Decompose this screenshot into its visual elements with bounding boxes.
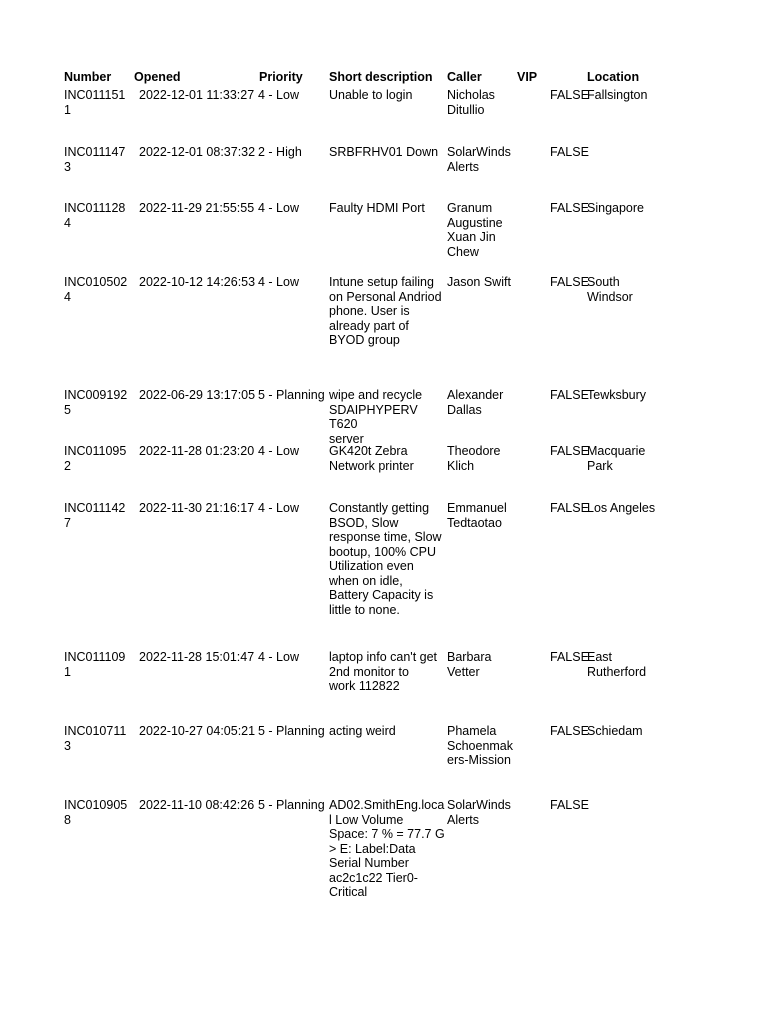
incident-number: INC010502 4 (64, 275, 128, 304)
incident-number: INC011109 1 (64, 650, 126, 679)
incident-number: INC009192 5 (64, 388, 128, 417)
location: Tewksbury (587, 388, 647, 402)
caller: SolarWinds Alerts (447, 145, 511, 174)
header-location: Location (587, 70, 640, 84)
vip-flag: FALSE (550, 145, 589, 159)
caller: Jason Swift (447, 275, 511, 289)
priority: 5 - Planning (258, 388, 325, 402)
vip-flag: FALSE (550, 388, 589, 402)
vip-flag: FALSE (550, 501, 589, 515)
incident-number: INC011128 4 (64, 201, 126, 230)
incident-number: INC010711 3 (64, 724, 127, 753)
vip-flag: FALSE (550, 444, 589, 458)
location: Macquarie Park (587, 444, 646, 473)
location: Schiedam (587, 724, 643, 738)
short-description: Intune setup failing on Personal Andriod phone. User is already part of BYOD group (329, 275, 442, 347)
location: Los Angeles (587, 501, 656, 515)
incident-number: INC011142 7 (64, 501, 126, 530)
priority: 4 - Low (258, 650, 299, 664)
caller: Alexander Dallas (447, 388, 504, 417)
caller: Barbara Vetter (447, 650, 492, 679)
header-vip: VIP (517, 70, 538, 84)
header-number: Number (64, 70, 112, 84)
vip-flag: FALSE (550, 275, 589, 289)
caller: Nicholas Ditullio (447, 88, 495, 117)
opened-date: 2022-11-10 08:42:26 (139, 798, 255, 812)
priority: 2 - High (258, 145, 302, 159)
caller: Theodore Klich (447, 444, 501, 473)
vip-flag: FALSE (550, 798, 589, 812)
vip-flag: FALSE (550, 724, 589, 738)
opened-date: 2022-11-28 01:23:20 (139, 444, 255, 458)
location: Singapore (587, 201, 644, 215)
priority: 4 - Low (258, 501, 299, 515)
location: South Windsor (587, 275, 633, 304)
opened-date: 2022-10-12 14:26:53 (139, 275, 256, 289)
header-caller: Caller (447, 70, 482, 84)
short-description: AD02.SmithEng.loca l Low Volume Space: 7 % = 77.7 G > E: Label:Data Serial Number ac2c1c22 Tier0- Critical (329, 798, 445, 899)
short-description: acting weird (329, 724, 396, 738)
caller: Phamela Schoenmak ers-Mission (447, 724, 514, 767)
opened-date: 2022-12-01 11:33:27 (139, 88, 255, 102)
opened-date: 2022-12-01 08:37:32 (139, 145, 256, 159)
incident-number: INC011095 2 (64, 444, 127, 473)
header-short-description: Short description (329, 70, 433, 84)
short-description: SRBFRHV01 Down (329, 145, 439, 159)
vip-flag: FALSE (550, 650, 589, 664)
vip-flag: FALSE (550, 88, 589, 102)
short-description: GK420t Zebra Network printer (329, 444, 414, 473)
short-description: Faulty HDMI Port (329, 201, 425, 215)
caller: SolarWinds Alerts (447, 798, 511, 827)
priority: 5 - Planning (258, 798, 325, 812)
opened-date: 2022-11-30 21:16:17 (139, 501, 255, 515)
priority: 4 - Low (258, 88, 299, 102)
caller: Emmanuel Tedtaotao (447, 501, 507, 530)
incident-number: INC011147 3 (64, 145, 126, 174)
short-description: Constantly getting BSOD, Slow response time, Slow bootup, 100% CPU Utilization even when on idle, Battery Capacity is little to none. (329, 501, 442, 617)
priority: 4 - Low (258, 444, 299, 458)
priority: 4 - Low (258, 201, 299, 215)
opened-date: 2022-11-29 21:55:55 (139, 201, 255, 215)
location: East Rutherford (587, 650, 647, 679)
incident-number: INC011151 1 (64, 88, 126, 117)
vip-flag: FALSE (550, 201, 589, 215)
opened-date: 2022-06-29 13:17:05 (139, 388, 256, 402)
header-opened: Opened (134, 70, 181, 84)
priority: 5 - Planning (258, 724, 325, 738)
opened-date: 2022-10-27 04:05:21 (139, 724, 256, 738)
caller: Granum Augustine Xuan Jin Chew (447, 201, 503, 259)
priority: 4 - Low (258, 275, 299, 289)
short-description: wipe and recycle SDAIPHYPERV T620 server (329, 388, 423, 446)
short-description: laptop info can't get 2nd monitor to work 112822 (329, 650, 438, 693)
incident-number: INC010905 8 (64, 798, 128, 827)
opened-date: 2022-11-28 15:01:47 (139, 650, 255, 664)
short-description: Unable to login (329, 88, 413, 102)
header-priority: Priority (259, 70, 303, 84)
location: Fallsington (587, 88, 648, 102)
